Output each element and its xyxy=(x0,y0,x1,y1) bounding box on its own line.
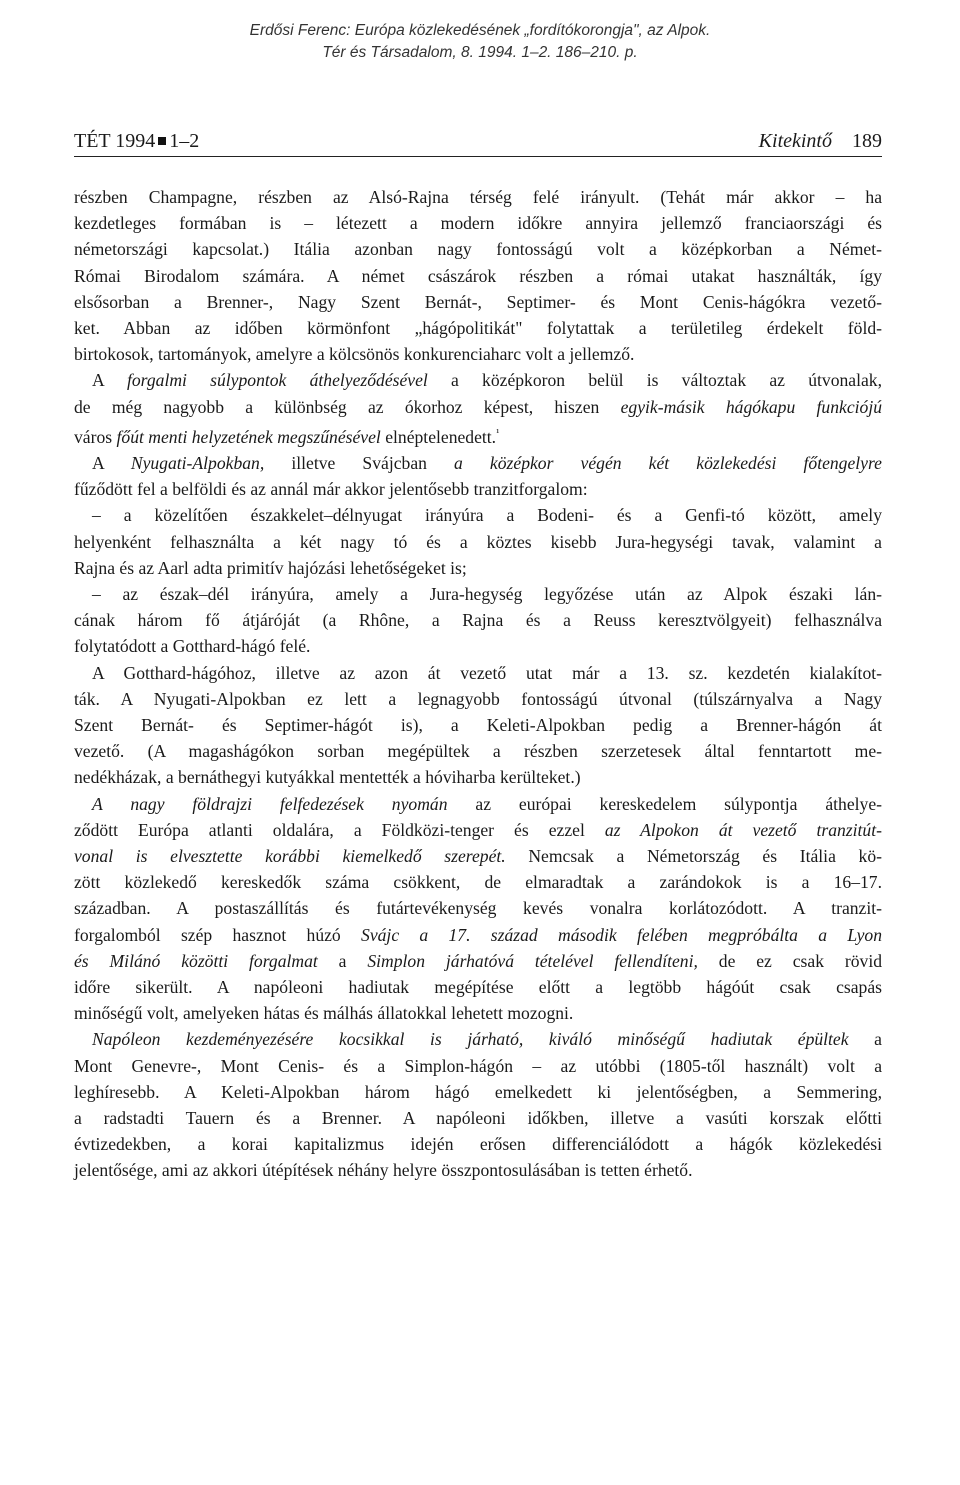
body-text xyxy=(74,184,882,1184)
italic-phrase: főút menti helyzetének megszűnésével xyxy=(112,426,386,447)
text-segment: a középkoron belül is változtak az útvonalak, xyxy=(427,370,882,391)
page-number: 189 xyxy=(852,130,882,152)
italic-phrase: Svájc a 17. század második felében megpróbálta a Lyon xyxy=(361,924,883,945)
text-segment: elsősorban a Brenner-, Nagy Szent Bernát-, Septimer- és Mont Cenis-hágókra vezető- xyxy=(74,291,882,312)
text-segment: a radstadti Tauern és a Brenner. A napóleoni időkben, illetve a vasúti korszak előtti xyxy=(74,1107,882,1128)
text-segment: helyenként felhasználta a két nagy tó és a köztes kisebb Jura-hegységi tavak, valamint a xyxy=(74,531,882,552)
text-segment: vezető. (A magashágókon sorban megépültek a részben szerzetesek által fenntartott me- xyxy=(74,741,882,762)
text-segment: Szent Bernát- és Septimer-hágót is), a Keleti-Alpokban pedig a Brenner-hágón át xyxy=(74,714,882,735)
italic-phrase: Nyugati-Alpokban, xyxy=(130,452,265,473)
text-line xyxy=(74,1053,882,1079)
text-segment: – a közelítően északkelet–délnyugat irányúra a Bodeni- és a Genfi-tó között, amely xyxy=(92,505,882,526)
text-line xyxy=(74,236,882,262)
text-segment: németországi kapcsolat.) Itália azonban nagy fontosságú volt a középkorban a Német- xyxy=(74,239,882,260)
text-line xyxy=(74,394,882,420)
text-line xyxy=(74,367,882,393)
journal-name: TÉT 1994 xyxy=(74,130,156,152)
italic-phrase: és Milánó közötti forgalmat xyxy=(74,950,318,971)
text-segment: cának három fő átjáróját (a Rhône, a Rajna és a Reuss keresztvölgyeit) felhasználva xyxy=(74,610,882,631)
text-line xyxy=(74,502,882,528)
text-segment: de még nagyobb a különbség az ókorhoz képest, hiszen xyxy=(74,396,621,417)
text-line xyxy=(74,895,882,921)
text-line xyxy=(74,1079,882,1105)
text-segment: de ez csak rövid xyxy=(697,950,883,971)
italic-phrase: forgalmi súlypontok áthelyeződésével xyxy=(126,370,428,391)
text-line xyxy=(74,607,882,633)
citation-header xyxy=(0,20,960,64)
text-segment: folytatódott a Gotthard-hágó felé. xyxy=(74,636,311,657)
text-line xyxy=(74,263,882,289)
italic-phrase: egyik-másik hágókapu funkciójú xyxy=(620,396,883,417)
text-line xyxy=(74,555,882,581)
text-segment: ződött Európa atlanti oldalára, a Földközi-tenger és ezzel xyxy=(74,819,605,840)
text-line xyxy=(74,450,882,476)
text-segment: forgalomból szép hasznot húzó xyxy=(74,924,362,945)
text-line xyxy=(74,1131,882,1157)
text-segment: században. A postaszállítás és futártevékenység kevés vonalra korlátozódott. A tranzit- xyxy=(74,898,882,919)
text-line xyxy=(74,633,882,659)
citation-line-1: Erdősi Ferenc: Európa közlekedésének „fordítókorongja", az Alpok. xyxy=(249,22,711,39)
text-line xyxy=(74,791,882,817)
text-segment: fűződött fel a belföldi és az annál már akkor jelentősebb tranzitforgalom: xyxy=(74,479,588,500)
text-line xyxy=(74,289,882,315)
text-segment: a xyxy=(317,950,368,971)
italic-phrase: Simplon járhatóvá tételével fellendíteni, xyxy=(367,950,698,971)
text-line xyxy=(74,869,882,895)
text-segment: elnéptelenedett. xyxy=(385,426,497,447)
text-line xyxy=(74,712,882,738)
text-segment: Római Birodalom számára. A német császárok részben a római utakat használták, így xyxy=(74,265,882,286)
text-segment: leghíresebb. A Keleti-Alpokban három hágó emelkedett ki jelentőségben, a Semmering, xyxy=(74,1081,882,1102)
text-segment: ták. A Nyugati-Alpokban ez lett a legnagyobb fontosságú útvonal (túlszárnyalva a Nagy xyxy=(74,688,882,709)
running-head-left xyxy=(74,130,199,153)
text-segment: részben Champagne, részben az Alsó-Rajna térség felé irányult. (Tehát már akkor – ha xyxy=(74,187,882,207)
text-segment: nedékházak, a bernáthegyi kutyákkal mentették a hóviharba kerülteket.) xyxy=(74,767,581,788)
text-line xyxy=(74,974,882,1000)
text-line xyxy=(74,420,882,450)
text-segment: Rajna és az Aarl adta primitív hajózási lehetőségeket is; xyxy=(74,557,467,578)
text-line xyxy=(74,948,882,974)
italic-phrase: az Alpokon át vezető tranzitút- xyxy=(604,819,882,840)
text-segment: illetve Svájcban xyxy=(264,452,455,473)
text-segment: időre sikerült. A napóleoni hadiutak megépítése előtt a legtöbb hágóút csak csapás xyxy=(74,976,882,997)
text-line xyxy=(74,764,882,790)
text-segment: birtokosok, tartományok, amelyre a kölcsönös konkurenciaharc volt a jellemző. xyxy=(74,344,635,365)
text-line xyxy=(74,1157,882,1183)
text-line xyxy=(74,686,882,712)
italic-phrase: A nagy földrajzi felfedezések nyomán xyxy=(92,793,448,814)
text-segment: Nemcsak a Németország és Itália kö- xyxy=(505,845,882,866)
text-line xyxy=(74,341,882,367)
text-line xyxy=(74,476,882,502)
text-line xyxy=(74,315,882,341)
italic-phrase: Napóleon kezdeményezésére kocsikkal is járható, kiváló minőségű hadiutak épültek xyxy=(92,1029,849,1050)
citation-line-2: Tér és Társadalom, 8. 1994. 1–2. 186–210. p. xyxy=(322,44,638,61)
text-segment: – az észak–dél irányúra, amely a Jura-hegység legyőzése után az Alpok északi lán- xyxy=(92,583,882,604)
text-line xyxy=(74,210,882,236)
text-segment: város xyxy=(74,426,113,447)
text-line xyxy=(74,817,882,843)
footnote-marker: ¹ xyxy=(496,426,500,439)
text-line xyxy=(74,581,882,607)
text-segment: A xyxy=(92,452,131,473)
square-bullet-icon xyxy=(158,137,166,145)
text-line xyxy=(74,738,882,764)
italic-phrase: a középkor végén két közlekedési főtengelyre xyxy=(454,452,882,473)
text-segment: Mont Genevre-, Mont Cenis- és a Simplon-hágón – az utóbbi (1805-től használt) volt a xyxy=(74,1055,882,1076)
text-segment: az európai kereskedelem súlypontja áthelye- xyxy=(447,793,882,814)
text-segment: kezdetleges formában is – létezett a modern időkre annyira jellemző franciaországi és xyxy=(74,213,882,234)
text-segment: évtizedekben, a korai kapitalizmus idején erősen differenciálódott a hágók közlekedési xyxy=(74,1134,882,1155)
issue-number: 1–2 xyxy=(169,130,200,152)
running-head-right xyxy=(759,130,882,153)
text-line xyxy=(74,843,882,869)
text-segment: A Gotthard-hágóhoz, illetve az azon át vezető utat már a 13. sz. kezdetén kialakítot- xyxy=(92,662,882,683)
italic-phrase: vonal is elvesztette korábbi kiemelkedő szerepét. xyxy=(74,845,506,866)
text-segment: a xyxy=(848,1029,882,1050)
text-segment: A xyxy=(92,370,127,391)
text-line xyxy=(74,184,882,210)
text-line xyxy=(74,529,882,555)
section-title: Kitekintő xyxy=(758,130,832,152)
running-head xyxy=(74,128,882,157)
text-line xyxy=(74,1105,882,1131)
text-segment: ket. Abban az időben körmönfont „hágópolitikát" folytattak a területileg érdekelt föld- xyxy=(74,318,882,339)
text-line xyxy=(74,660,882,686)
text-line xyxy=(74,1026,882,1052)
text-segment: zött közlekedő kereskedők száma csökkent, de elmaradtak a zarándokok is a 16–17. xyxy=(74,872,882,893)
text-line xyxy=(74,1000,882,1026)
text-line xyxy=(74,922,882,948)
text-segment: minőségű volt, amelyeken hátas és málhás állatokkal lehetett mozogni. xyxy=(74,1003,574,1024)
text-segment: jelentősége, ami az akkori útépítések néhány helyre összpontosulásában is tetten érhető. xyxy=(74,1160,693,1181)
